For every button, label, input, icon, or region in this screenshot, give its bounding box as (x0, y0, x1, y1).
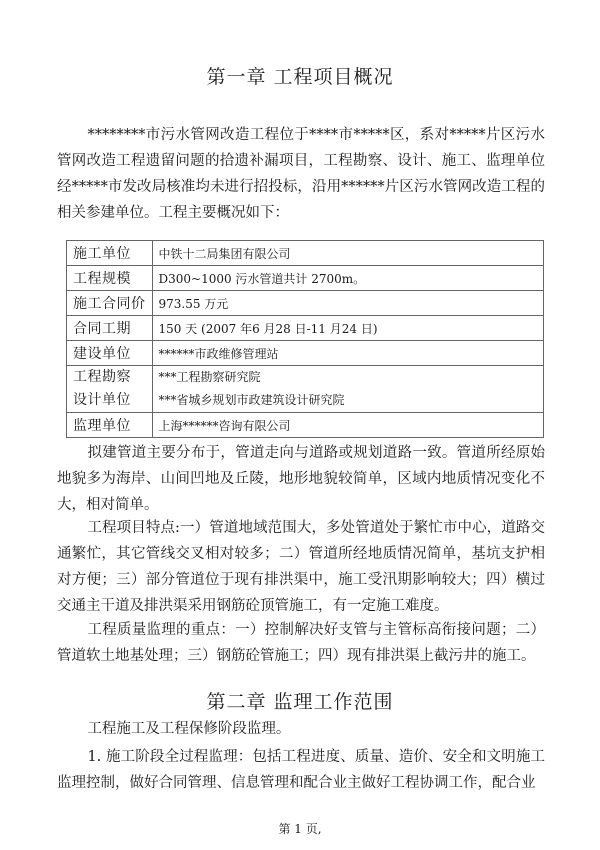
table-row (67, 366, 544, 413)
value-line: ***省城乡规划市政建筑设计研究院 (158, 393, 345, 407)
table-value-cell: 973.55 万元 (152, 291, 544, 316)
item-1-paragraph: 1. 施工阶段全过程监理：包括工程进度、质量、造价、安全和文明施工监理控制，做好合同管理、信息管理和配合业主做好工程协调工作，配合业 (57, 749, 545, 791)
table-value-cell: 上海******咨询有限公司 (152, 413, 544, 438)
table-label-cell: 合同工期 (67, 316, 153, 341)
chapter-2-title: 第二章 监理工作范围 (206, 691, 394, 713)
table-label-cell: 监理单位 (67, 413, 153, 438)
route-paragraph: 拟建管道主要分布于，管道走向与道路或规划道路一致。管道所经原始地貌多为海岸、山间凹地及丘陵，地形地貌较简单，区域内地质情况变化不大，相对简单。 (57, 445, 545, 513)
table-label-cell: 建设单位 (67, 341, 153, 366)
table-row (67, 316, 544, 341)
table-label-cell: 施工单位 (67, 241, 153, 266)
features-paragraph: 工程项目特点:一）管道地域范围大，多处管道处于繁忙市中心，道路交通繁忙，其它管线交叉相对较多；二）管道所经地质情况简单，基坑支护相对方便；三）部分管道位于现有排洪渠中，施工受汛期影响较大；四）横过交通主干道及排洪渠采用钢筋砼顶管施工，有一定施工难度。 (57, 520, 545, 614)
label-line: 工程勘察 (73, 369, 131, 385)
scope-paragraph: 工程施工及工程保修阶段监理。 (87, 721, 291, 737)
table-row (67, 413, 544, 438)
chapter-1-title: 第一章 工程项目概况 (206, 66, 394, 88)
table-label-cell (67, 366, 153, 413)
value-line: ***工程勘察研究院 (158, 370, 261, 384)
project-overview-table (66, 240, 544, 438)
table-label-cell: 施工合同价 (67, 291, 153, 316)
table-row (67, 341, 544, 366)
intro-paragraph: ********市污水管网改造工程位于****市*****区，系对*****片区污水管网改造工程遗留问题的拾遗补漏项目，工程勘察、设计、施工、监理单位经*****市发改局核准均未进行招投标，沿用******片区污水管网改造工程的相关参建单位。工程主要概况如下： (57, 127, 545, 221)
table-value-cell: ******市政维修管理站 (152, 341, 544, 366)
table-row (67, 266, 544, 291)
page-number: 第 1 页, (278, 822, 322, 836)
table-value-cell: 150 天 (2007 年6 月28 日-11 月24 日) (152, 316, 544, 341)
table-row (67, 241, 544, 266)
table-value-cell (152, 366, 544, 413)
quality-paragraph: 工程质量监理的重点：一）控制解决好支管与主管标高衔接问题；二）管道软土地基处理；三）钢筋砼管施工；四）现有排洪渠上截污井的施工。 (57, 622, 545, 664)
table-row (67, 291, 544, 316)
table-value-cell: 中铁十二局集团有限公司 (152, 241, 544, 266)
label-line: 设计单位 (73, 392, 131, 408)
table-label-cell: 工程规模 (67, 266, 153, 291)
table-value-cell: D300~1000 污水管道共计 2700m。 (152, 266, 544, 291)
